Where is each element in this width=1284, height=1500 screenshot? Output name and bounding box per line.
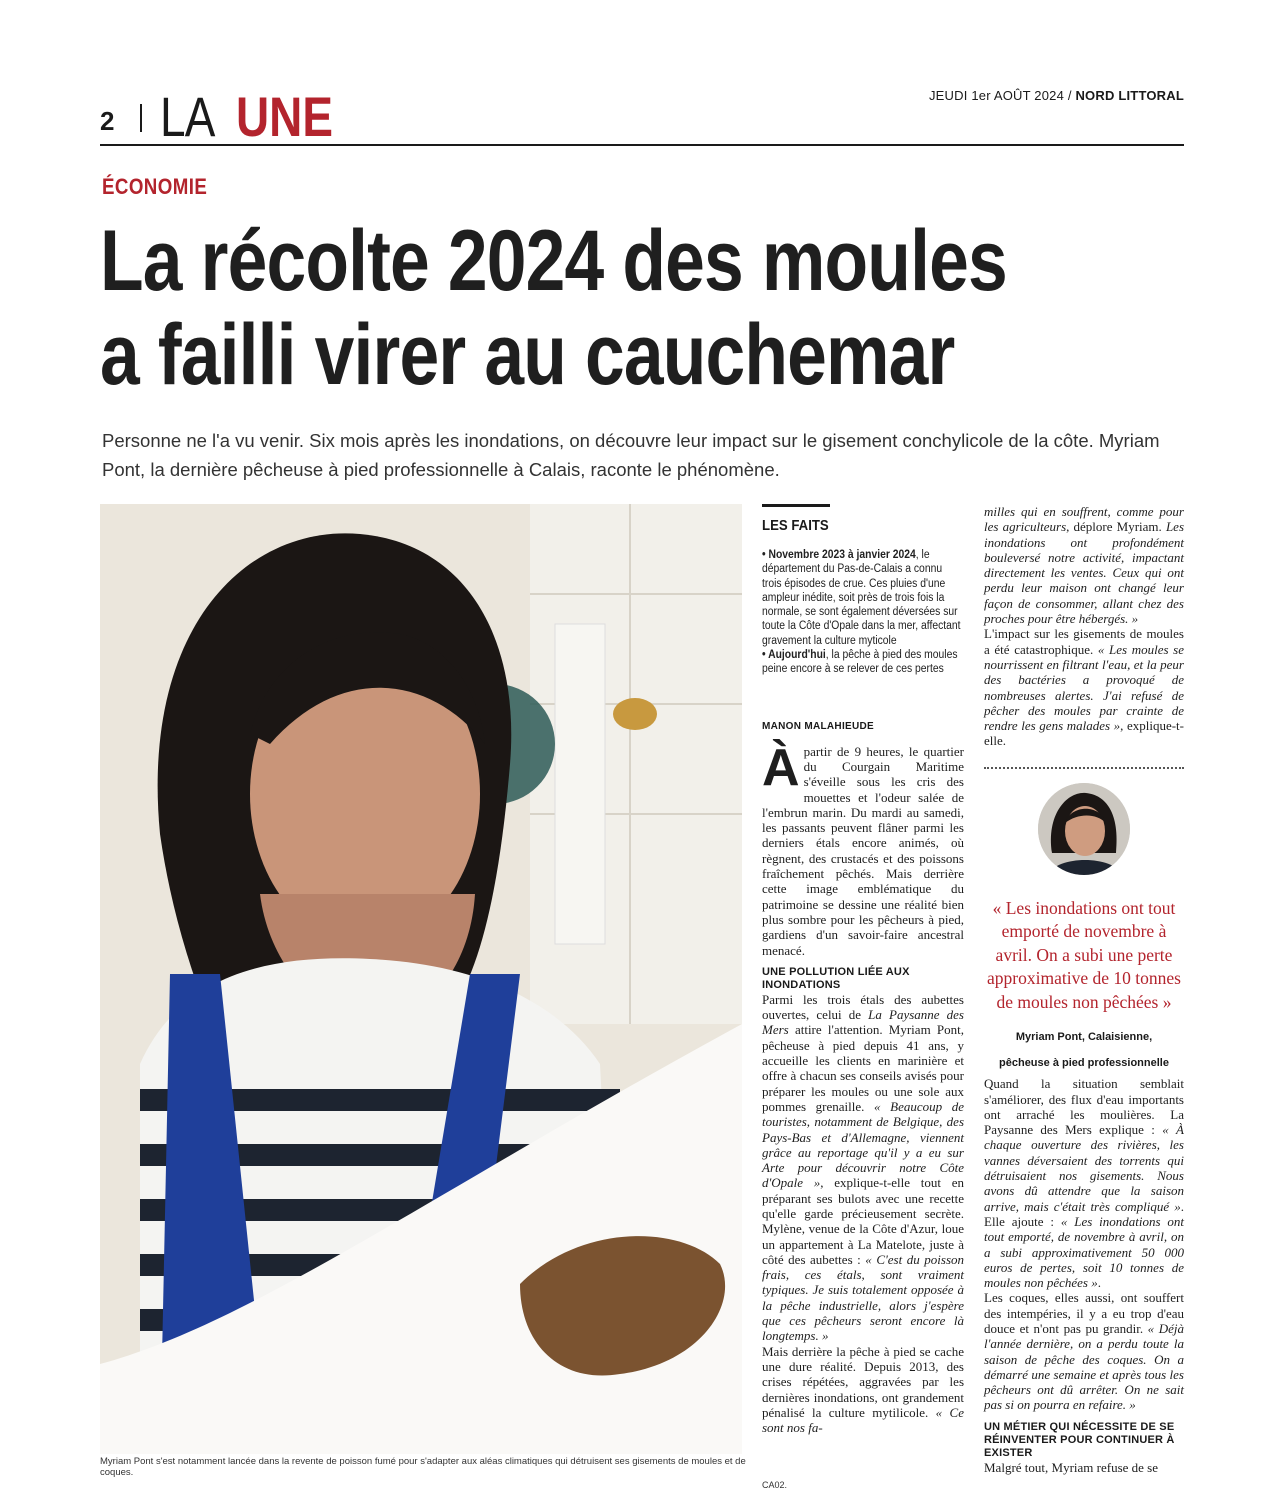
- paragraph-3: [762, 1344, 964, 1436]
- column-3-continuation: [984, 504, 1184, 749]
- text-run: L'impact sur les gisements de moules a été catastrophique.: [984, 626, 1184, 657]
- article-column-2: [762, 504, 964, 1435]
- text-run: Parmi les trois étals des aubettes ouvertes, celui de: [762, 991, 964, 1023]
- article-rubric: ÉCONOMIE: [102, 174, 208, 199]
- quote-run: « À chaque ouverture des rivières, les vannes déversaient des torrents qui détruisaient nos gisements. Nous avons dû attendre que la saison arrive, mais c'était très compliqué »: [984, 1122, 1184, 1214]
- quote-author-role: pêcheuse à pied professionnelle: [999, 1057, 1169, 1070]
- text-run-italic: La Paysanne des Mers: [762, 1007, 964, 1038]
- author-byline: MANON MALAHIEUDE: [762, 720, 875, 732]
- paragraph-2: [762, 992, 964, 1344]
- portrait-image: [1038, 783, 1130, 875]
- section-label-la: LA: [160, 85, 215, 148]
- text-run: , explique-t-elle.: [984, 718, 1184, 749]
- portrait-photo: [1038, 783, 1130, 875]
- text-run: , explique-t-elle tout en préparant ses bulots avec une recette qu'elle garde précieusement secrète. Mylène, venue de la Côte d'Azur, loue un appartement à La Matelote, juste à côté des aubettes :: [762, 1175, 964, 1267]
- photo-caption: Myriam Pont s'est notamment lancée dans la revente de poisson fumé pour s'adapter aux aléas climatiques qui détruisent ses gisements de moules et de coques.: [100, 1456, 746, 1478]
- issue-date: JEUDI 1er AOÛT 2024 /: [928, 88, 1072, 103]
- pull-quote-attribution: [984, 1024, 1184, 1076]
- paragraph-4: [984, 1076, 1184, 1290]
- quote-run: « C'est du poisson frais, ces étals, sont vraiment typiques. Je suis totalement opposée à la pêche industrielle, alors j'espère que ces pêcheurs seront encore là longtemps. »: [762, 1251, 964, 1344]
- quote-run: « Déjà l'année dernière, on a perdu toute la saison de pêche des coques. On a démarré une semaine et après tous les pêcheurs ont dû arrêter. On ne sait pas si on pourra en refaire. »: [984, 1321, 1184, 1413]
- quote-run: « Les inondations ont tout emporté, de novembre à avril, on a subi approximativement 50 000 euros de pertes, soit 10 tonnes de moules non pêchées »: [984, 1213, 1184, 1291]
- text-run: . Elle ajoute :: [984, 1198, 1184, 1229]
- quote-author: Myriam Pont, Calaisienne,: [1015, 1031, 1153, 1044]
- dateline: [929, 88, 1184, 103]
- publication-name: NORD LITTORAL: [1075, 88, 1184, 103]
- headline-line-2: a failli virer au cauchemar: [100, 307, 955, 403]
- article-column-3: [984, 504, 1184, 1475]
- paragraph-6: Malgré tout, Myriam refuse de se: [984, 1459, 1159, 1475]
- fait-2-date: • Aujourd'hui: [762, 649, 826, 662]
- paragraph-5: [984, 1290, 1184, 1412]
- text-run: attire l'attention. Myriam Pont, pêcheuse à pied depuis 41 ans, y accueille les clients en marinière et offre à chacun ses conseils avisés pour préparer les moules ou une sole aux pommes grenaille.: [762, 1022, 964, 1114]
- text-run: .: [1097, 1275, 1101, 1291]
- page-header: [100, 84, 1184, 146]
- quote-run: « Beaucoup de touristes, notamment de Belgique, des Pays-Bas et d'Allemagne, viennent grâce au reportage qu'il y a eu sur Arte pour découvrir notre Côte d'Opale »: [762, 1098, 964, 1191]
- fishmonger-photo: [100, 504, 742, 1454]
- subhead-reinvent: UN MÉTIER QUI NÉCESSITE DE SE RÉINVENTER POUR CONTINUER À EXISTER: [984, 1420, 1175, 1459]
- quote-run: Les inondations ont profondément bouleversé notre activité, impactant directement les ventes. Ceux qui ont perdu leur maison ont changé leur façon de consommer, allant chez des proches pour être hébergés. »: [984, 519, 1184, 627]
- fait-2-text: , la pêche à pied des moules peine encore à se relever de ces pertes: [762, 649, 958, 676]
- text-run: Quand la situation semblait s'améliorer, des flux d'eau importants ont arraché les moulières. La Paysanne des Mers explique :: [984, 1076, 1184, 1138]
- faits-title: LES FAITS: [762, 517, 829, 534]
- dotted-divider: [984, 767, 1184, 769]
- faits-box: [762, 548, 962, 677]
- article-headline: [100, 214, 1013, 402]
- quote-run: milles qui en souffrent, comme pour les agriculteurs: [984, 504, 1184, 535]
- lede-paragraph: [762, 738, 964, 958]
- fait-1-text: , le département du Pas-de-Calais a connu trois épisodes de crue. Ces pluies d'une ampleur inédite, soit près de trois fois la normale, se sont également déversées sur toute la Côte d'Opale dans la mer, affectant gravement la culture myticole: [762, 549, 961, 647]
- quote-run: « Les moules se nourrissent en filtrant l'eau, et la peur des bactéries a provoqué de nombreuses alertes. J'ai refusé de pêcher des moules par crainte de rendre les gens malades »: [984, 641, 1184, 734]
- text-run: Les coques, elles aussi, ont souffert des intempéries, il y a eu trop d'eau douce et n'ont pas pu grandir.: [984, 1290, 1184, 1336]
- page-code: CA02.: [762, 1480, 788, 1490]
- pull-quote: « Les inondations ont tout emporté de novembre à avril. On a subi une perte approximative de 10 tonnes de moules non pêchées »: [987, 897, 1181, 1012]
- drop-cap: À: [762, 738, 800, 797]
- faits-rule: [762, 504, 830, 507]
- lede-text: partir de 9 heures, le quartier du Courgain Maritime s'éveille sous les cris des mouettes et l'odeur salée de l'embrun marin. Du mardi au samedi, les passants peuvent flâner parmi les derniers étals encore animés, où règnent, des crustacés et des poissons fraîchement pêchés. Mais derrière cette image emblématique du patrimoine se dessine une réalité bien plus sombre pour les pêcheurs à pied, gardiens d'un savoir-faire ancestral menacé.: [762, 743, 964, 958]
- page-number: 2: [100, 106, 115, 136]
- quote-run: « Ce sont nos fa-: [762, 1404, 965, 1436]
- article-standfirst: Personne ne l'a vu venir. Six mois après les inondations, on découvre leur impact sur le gisement conchylicole de la côte. Myriam Pont, la dernière pêcheuse à pied professionnelle à Calais, raconte le phénomène.: [102, 430, 1160, 480]
- headline-line-1: La récolte 2024 des moules: [100, 213, 1007, 309]
- section-label-une: UNE: [236, 85, 333, 148]
- article-photo: [100, 504, 742, 1454]
- text-run: Mais derrière la pêche à pied se cache une dure réalité. Depuis 2013, des crises répétées, aggravées par les dernières inondations, ont grandement pénalisé la culture mytilicole.: [762, 1343, 964, 1420]
- fait-1-date: • Novembre 2023 à janvier 2024: [762, 549, 916, 561]
- subhead-pollution: UNE POLLUTION LIÉE AUX INONDATIONS: [762, 965, 910, 991]
- text-run: , déplore Myriam.: [1066, 519, 1166, 535]
- header-separator: [140, 104, 142, 132]
